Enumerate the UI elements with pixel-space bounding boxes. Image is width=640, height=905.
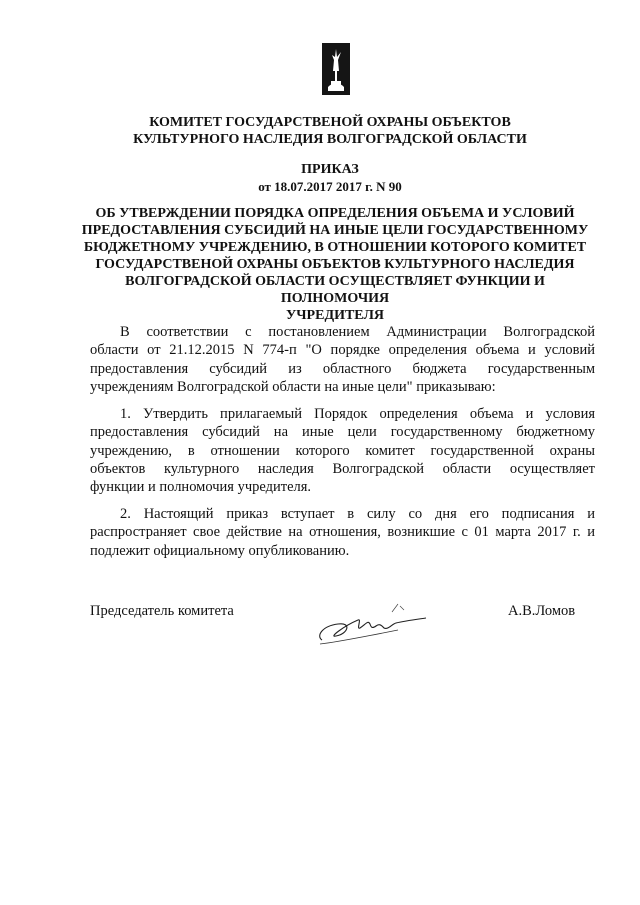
paragraph-line: объектов культурного наследия Волгоградской области осуществляет [90, 460, 595, 477]
handwritten-signature [308, 596, 438, 656]
subject-line: ПРЕДОСТАВЛЕНИЯ СУБСИДИЙ НА ИНЫЕ ЦЕЛИ ГОСУДАРСТВЕННОМУ [81, 223, 589, 238]
paragraph-line: 2. Настоящий приказ вступает в силу со дня его подписания и [120, 506, 595, 522]
organization-line-1: КОМИТЕТ ГОСУДАРСТВЕНОЙ ОХРАНЫ ОБЪЕКТОВ [149, 115, 511, 130]
paragraph-line: учреждению, в отношении которого комитет государственной охраны [90, 442, 595, 459]
clause-1-paragraph [90, 405, 595, 496]
paragraph-line: В соответствии с постановлением Администрации Волгоградской [120, 324, 595, 340]
paragraph-line: распространяет свое действие на отношения, возникшие с 01 марта 2017 г. и [90, 524, 595, 541]
paragraph-line: предоставления субсидий из областного бюджета государственным [90, 360, 595, 377]
volgograd-emblem-icon [322, 43, 350, 95]
subject-line: ВОЛГОГРАДСКОЙ ОБЛАСТИ ОСУЩЕСТВЛЯЕТ ФУНКЦИИ И ПОЛНОМОЧИЯ [125, 274, 545, 306]
order-subject [70, 205, 600, 324]
paragraph-line: предоставления субсидий на иные цели государственному бюджетному [90, 424, 595, 441]
paragraph-line: области от 21.12.2015 N 774-п "О порядке определения объема и условий [90, 342, 595, 359]
organization-line-2: КУЛЬТУРНОГО НАСЛЕДИЯ ВОЛГОГРАДСКОЙ ОБЛАСТИ [133, 132, 527, 147]
signatory-role: Председатель комитета [90, 603, 234, 619]
signatory-name: А.В.Ломов [508, 603, 576, 619]
paragraph-line: подлежит официальному опубликованию. [90, 542, 350, 559]
preamble-paragraph [90, 323, 595, 396]
order-title: ПРИКАЗ [301, 162, 359, 177]
subject-line: УЧРЕДИТЕЛЯ [286, 308, 384, 323]
paragraph-line: функции и полномочия учредителя. [90, 479, 312, 496]
paragraph-line: 1. Утвердить прилагаемый Порядок определения объема и условия [120, 406, 595, 422]
paragraph-line: учреждениям Волгоградской области на иные цели" приказываю: [90, 378, 496, 395]
subject-line: БЮДЖЕТНОМУ УЧРЕЖДЕНИЮ, В ОТНОШЕНИИ КОТОРОГО КОМИТЕТ [83, 240, 587, 255]
subject-line: ГОСУДАРСТВЕНОЙ ОХРАНЫ ОБЪЕКТОВ КУЛЬТУРНОГО НАСЛЕДИЯ [95, 257, 575, 272]
organization-name [60, 114, 600, 148]
clause-2-paragraph [90, 505, 595, 560]
subject-line: ОБ УТВЕРЖДЕНИИ ПОРЯДКА ОПРЕДЕЛЕНИЯ ОБЪЕМА И УСЛОВИЙ [95, 206, 575, 221]
order-date: от 18.07.2017 2017 г. N 90 [258, 179, 402, 194]
